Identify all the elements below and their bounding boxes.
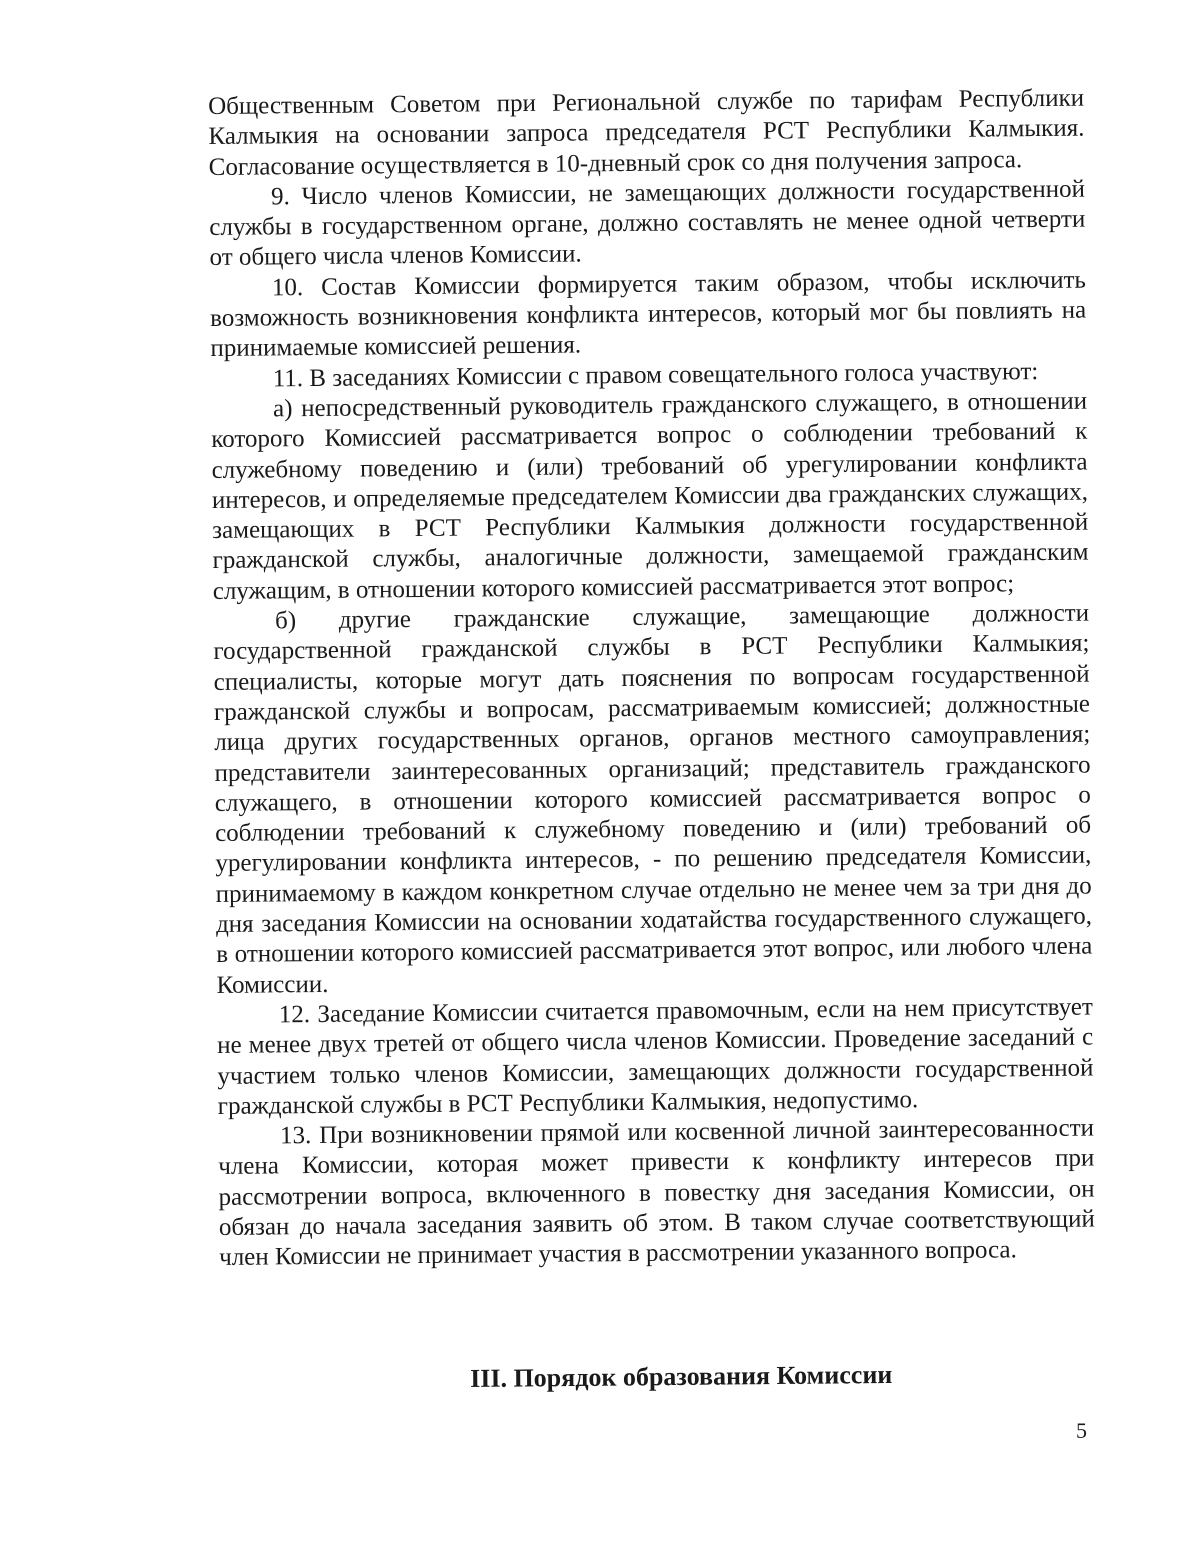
paragraph-item-13: 13. При возникновении прямой или косвенной личной заинтересованности члена Комиссии, которая может привести к конфликту интересов при рассмотрении вопроса, включенного в повестку дня заседания Комиссии, он обязан до начала заседания заявить об этом. В таком случае соответствующий член Комиссии не принимает участия в рассмотрении указанного вопроса. bbox=[218, 1114, 1095, 1272]
paragraph-item-12: 12. Заседание Комиссии считается правомочным, если на нем присутствует не менее двух третей от общего числа членов Комиссии. Проведение заседаний с участием только членов Комиссии, замещающих должности государственной гражданской службы в РСТ Республики Калмыкия, недопустимо. bbox=[217, 993, 1094, 1120]
paragraph-item-9: 9. Число членов Комиссии, не замещающих должности государственной службы в государственном органе, должно составлять не менее одной четверти от общего числа членов Комиссии. bbox=[209, 175, 1086, 272]
document-body bbox=[208, 84, 1095, 1274]
paragraph-continuation: Общественным Советом при Региональной службе по тарифам Республики Калмыкия на основании запроса председателя РСТ Республики Калмыкия. Согласование осуществляется в 10-дневный срок со дня получения запроса. bbox=[208, 84, 1085, 181]
paragraph-item-10: 10. Состав Комиссии формируется таким образом, чтобы исключить возможность возникновения конфликта интересов, который мог бы повлиять на принимаемые комиссией решения. bbox=[210, 266, 1087, 363]
paragraph-item-11: 11. В заседаниях Комиссии с правом совещательного голоса участвуют: bbox=[272, 357, 1039, 393]
paragraph-item-11-a: а) непосредственный руководитель гражданского служащего, в отношении которого Комиссией рассматривается вопрос о соблюдении требований к служебному поведению и (или) требований об урегулировании конфликта интересов, и определяемые председателем Комиссии два гражданских служащих, замещающих в РСТ Республики Калмыкия должности государственной гражданской службы, аналогичные должности, замещаемой гражданским служащим, в отношении которого комиссией рассматривается этот вопрос; bbox=[211, 387, 1089, 605]
paragraph-item-11-b: б) другие гражданские служащие, замещающие должности государственной гражданской службы в РСТ Республики Калмыкия; специалисты, которые могут дать пояснения по вопросам государственной гражданской службы и вопросам, рассматриваемым комиссией; должностные лица других государственных органов, органов местного самоуправления; представители заинтересованных организаций; представитель гражданского служащего, в отношении которого комиссией рассматривается вопрос о соблюдении требований к служебному поведению и (или) требований об урегулировании конфликта интересов, - по решению председателя Комиссии, принимаемому в каждом конкретном случае отдельно не менее чем за три дня до дня заседания Комиссии на основании ходатайства государственного служащего, в отношении которого комиссией рассматривается этот вопрос, или любого члена Комиссии. bbox=[213, 599, 1093, 999]
section-heading: III. Порядок образования Комиссии bbox=[470, 1359, 893, 1393]
page-number: 5 bbox=[1076, 1418, 1087, 1443]
